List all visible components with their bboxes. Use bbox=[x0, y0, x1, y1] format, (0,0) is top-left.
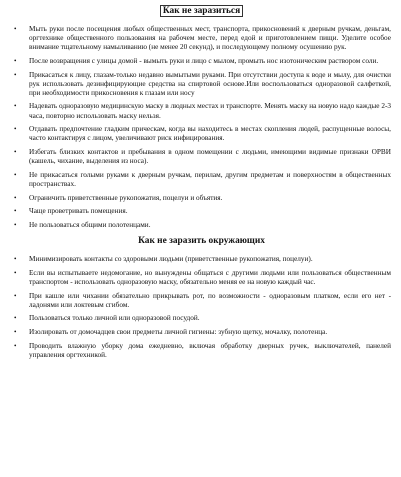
list-item bbox=[12, 25, 391, 52]
bullet-icon: • bbox=[14, 125, 17, 134]
bullet-icon: • bbox=[14, 193, 17, 202]
list-item bbox=[12, 57, 391, 66]
bullet-icon: • bbox=[14, 327, 17, 336]
list-item-text: Проводить влажную уборку дома ежедневно, включая обработку дверных ручек, выключателей, панелей управления оргтехникой. bbox=[29, 341, 391, 359]
list-item-text: Если вы испытываете недомогание, но вынуждены общаться с другими людьми или пользоваться общественным транспортом - использовать одноразовую маску, обязательно меняя ее на новую каждый час. bbox=[29, 268, 391, 286]
bullet-icon: • bbox=[14, 102, 17, 111]
list-item bbox=[12, 148, 391, 166]
list-item-text: Избегать близких контактов и пребывания в одном помещении с людьми, имеющими видимые признаки ОРВИ (кашель, чихание, выделения из носа). bbox=[29, 148, 391, 166]
list-item bbox=[12, 314, 391, 323]
bullet-icon: • bbox=[14, 70, 17, 79]
list-item bbox=[12, 269, 391, 287]
list-item-text: Прикасаться к лицу, глазам-только недавно вымытыми руками. При отсутствии доступа к воде и мылу, для очистки рук использовать дезинфицирующие средства на спиртовой основе.Или воспользоваться одноразовой салфеткой, при необходимости прикосновения к глазам или носу bbox=[29, 70, 391, 97]
list-how-not-to-get-infected bbox=[12, 25, 391, 230]
bullet-icon: • bbox=[14, 56, 17, 65]
list-item bbox=[12, 292, 391, 310]
bullet-icon: • bbox=[14, 220, 17, 229]
section-title-how-not-to-infect-others bbox=[12, 236, 391, 247]
list-item-text: Пользоваться только личной или одноразовой посудой. bbox=[29, 314, 200, 323]
list-item-text: Мыть руки после посещения любых общественных мест, транспорта, прикосновений к дверным ручкам, деньгам, оргтехнике общественного пользования на рабочем месте, перед едой и приготовлением пищи. Уделите особое внимание тщательному намыливанию (не менее 20 секунд), и последующему полному осушению рук. bbox=[29, 25, 391, 52]
list-item bbox=[12, 221, 391, 230]
section-title-text: Как не заразиться bbox=[160, 5, 243, 17]
bullet-icon: • bbox=[14, 148, 17, 156]
list-item bbox=[12, 207, 391, 216]
bullet-icon: • bbox=[14, 25, 17, 33]
bullet-icon: • bbox=[14, 207, 17, 216]
list-item bbox=[12, 102, 391, 120]
bullet-icon: • bbox=[14, 341, 17, 350]
list-item-text: Изолировать от домочадцев свои предметы личной гигиены: зубную щетку, мочалку, полотенца. bbox=[29, 327, 328, 336]
list-item-text: Не прикасаться голыми руками к дверным ручкам, перилам, другим предметам и поверхностям в общественных пространствах. bbox=[29, 170, 391, 188]
list-item-text: Отдавать предпочтение гладким прическам, когда вы находитесь в местах скопления людей, распущенные волосы, часто контактируя с лицом, увеличивают риск инфицирования. bbox=[29, 125, 391, 143]
bullet-icon: • bbox=[14, 268, 17, 277]
list-item-text: Не пользоваться общими полотенцами. bbox=[29, 220, 151, 229]
list-item-text: При кашле или чихании обязательно прикрывать рот, по возможности - одноразовым платком, если его нет - ладонями или локтевым сгибом. bbox=[29, 291, 391, 309]
list-item bbox=[12, 71, 391, 98]
list-item bbox=[12, 125, 391, 143]
list-item bbox=[12, 328, 391, 337]
list-item-text: Чаще проветривать помещения. bbox=[29, 207, 128, 216]
list-item-text: Надевать одноразовую медицинскую маску в людных местах и транспорте. Менять маску на новую надо каждые 2-3 часа, повторно использовать маску нельзя. bbox=[29, 102, 391, 120]
list-item-text: Минимизировать контакты со здоровыми людьми (приветственные рукопожатия, поцелуи). bbox=[29, 255, 313, 264]
bullet-icon: • bbox=[14, 255, 17, 264]
list-item bbox=[12, 255, 391, 264]
list-item-text: Ограничить приветственные рукопожатия, поцелуи и объятия. bbox=[29, 193, 223, 202]
bullet-icon: • bbox=[14, 291, 17, 300]
list-item bbox=[12, 171, 391, 189]
list-how-not-to-infect-others bbox=[12, 255, 391, 360]
list-item-text: После возвращения с улицы домой - вымыть руки и лицо с мылом, промыть нос изотоническим раствором соли. bbox=[29, 56, 379, 65]
list-item bbox=[12, 342, 391, 360]
bullet-icon: • bbox=[14, 170, 17, 179]
bullet-icon: • bbox=[14, 314, 17, 323]
list-item bbox=[12, 194, 391, 203]
section-title-text: Как не заразить окружающих bbox=[138, 236, 265, 247]
section-title-how-not-to-get-infected bbox=[12, 6, 391, 17]
